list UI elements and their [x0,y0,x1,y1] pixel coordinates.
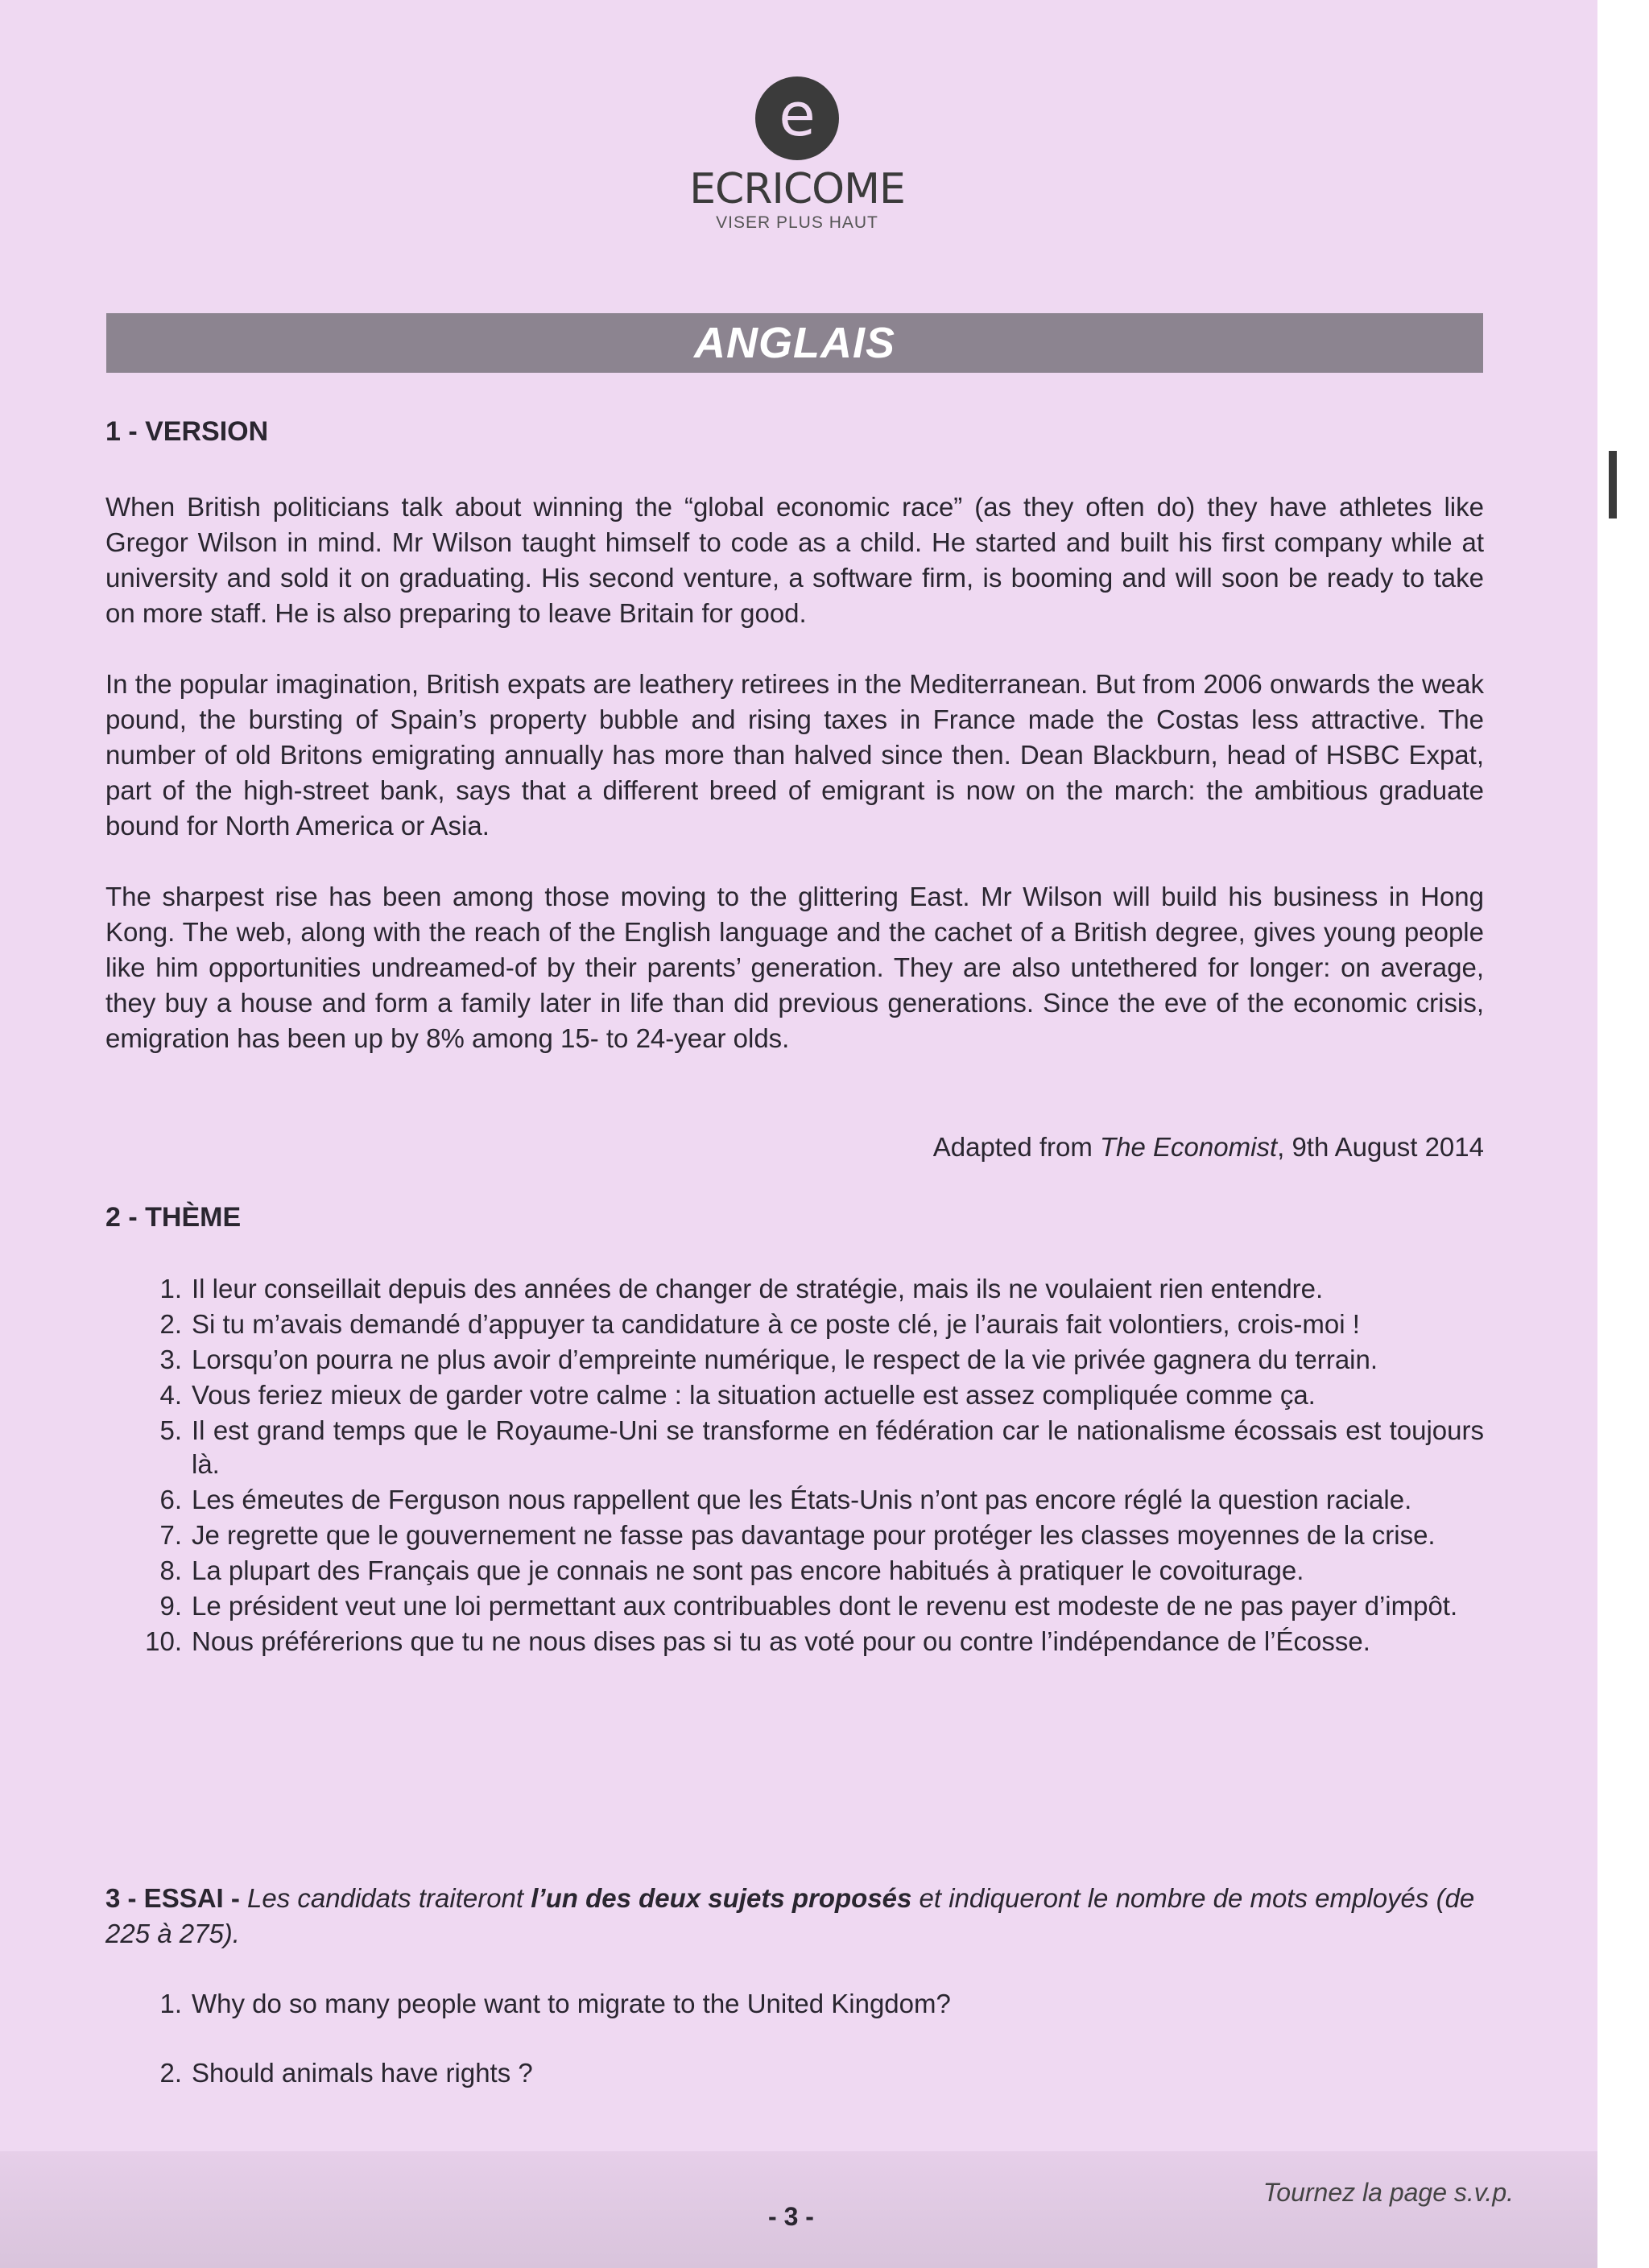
source-citation [933,1132,1484,1163]
instruction-part: et indiqueront le nombre de mots employés (de 225 à 275). [105,1883,1475,1948]
item-number: 2. [159,2058,182,2088]
item-number: 9. [159,1591,182,1621]
item-text: Les émeutes de Ferguson nous rappellent que les États-Unis n’ont pas encore réglé la question raciale. [192,1485,1412,1514]
brand-name: ECRICOME [689,165,905,213]
section-heading-essai: 3 - ESSAI - [105,1883,248,1913]
theme-item [105,1625,1484,1659]
page-number: - 3 - [768,2202,814,2231]
item-number: 1. [159,1274,182,1303]
essay-topic [105,1989,1484,2058]
theme-item [105,1589,1484,1623]
item-text: Should animals have rights ? [192,2058,533,2088]
theme-item [105,1554,1484,1588]
source-prefix: Adapted from [932,1132,1101,1162]
essay-topic [105,2058,1484,2127]
item-text: Nous préférerions que tu ne nous dises pas si tu as voté pour ou contre l’indépendance de l’Écosse. [192,1626,1370,1656]
instruction-part: Les candidats traiteront [247,1883,531,1913]
item-number: 1. [159,1989,182,2018]
subject-title: ANGLAIS [694,319,895,367]
item-text: La plupart des Français que je connais ne sont pas encore habitués à pratiquer le covoiturage. [192,1555,1304,1585]
theme-item [105,1308,1484,1341]
item-text: Il est grand temps que le Royaume-Uni se transforme en fédération car le nationalisme écossais est toujours là. [192,1415,1484,1479]
item-text: Si tu m’avais demandé d’appuyer ta candidature à ce poste clé, je l’aurais fait volontiers, crois-moi ! [192,1309,1360,1339]
item-text: Vous feriez mieux de garder votre calme : la situation actuelle est assez compliquée comme ça. [192,1380,1316,1410]
theme-item [105,1378,1484,1412]
item-number: 8. [159,1555,182,1585]
item-number: 6. [159,1485,182,1514]
binder-tab [1609,451,1617,518]
subject-banner [106,313,1483,373]
item-text: Il leur conseillait depuis des années de changer de stratégie, mais ils ne voulaient rien entendre. [192,1274,1324,1303]
logo-emblem [755,76,839,160]
theme-list [105,1272,1484,1660]
section-heading-version: 1 - VERSION [105,416,269,447]
page-edge [1597,0,1649,2268]
source-title: The Economist [1100,1132,1278,1162]
item-number: 2. [159,1309,182,1339]
essay-instructions [105,1881,1484,1952]
version-paragraph-3: The sharpest rise has been among those moving to the glittering East. Mr Wilson will build his business in Hong Kong. The web, along with the reach of the English language and the cachet of a British degree, gives young people like him opportunities undreamed-of by their parents’ generation. They are also untethered for longer: on average, they buy a house and form a family later in life than did previous generations. Since the eve of the economic crisis, emigration has been up by 8% among 15- to 24-year olds. [105,882,1484,1053]
item-text: Lorsqu’on pourra ne plus avoir d’empreinte numérique, le respect de la vie privée gagnera du terrain. [192,1345,1378,1374]
item-text: Le président veut une loi permettant aux contribuables dont le revenu est modeste de ne pas payer d’impôt. [192,1591,1458,1621]
item-number: 10. [145,1626,182,1656]
version-paragraph-2: In the popular imagination, British expats are leathery retirees in the Mediterranean. But from 2006 onwards the weak pound, the bursting of Spain’s property bubble and rising taxes in France made the Costas less attractive. The number of old Britons emigrating annually has more than halved since then. Dean Blackburn, head of HSBC Expat, part of the high-street bank, says that a different breed of emigrant is now on the march: the ambitious graduate bound for North America or Asia. [105,669,1484,841]
turn-page-note: Tournez la page s.v.p. [1263,2178,1514,2207]
version-text [105,490,1484,1056]
theme-item [105,1343,1484,1377]
section-heading-theme: 2 - THÈME [105,1202,242,1233]
theme-item [105,1414,1484,1481]
instruction-emphasis: l’un des deux sujets proposés [531,1883,912,1913]
item-number: 3. [159,1345,182,1374]
theme-item [105,1272,1484,1306]
theme-item [105,1518,1484,1552]
item-text: Je regrette que le gouvernement ne fasse pas davantage pour protéger les classes moyennes de la crise. [192,1520,1436,1550]
ecricome-logo [0,76,1594,233]
brand-tagline: VISER PLUS HAUT [716,213,878,232]
item-number: 7. [159,1520,182,1550]
essay-instruction [105,1883,1474,1948]
version-paragraph-1: When British politicians talk about winning the “global economic race” (as they often do) they have athletes like Gregor Wilson in mind. Mr Wilson taught himself to code as a child. He started and built his first company while at university and sold it on graduating. His second venture, a software firm, is booming and will soon be ready to take on more staff. He is also preparing to leave Britain for good. [105,492,1484,628]
logo-letter: e [779,81,816,150]
item-number: 5. [159,1415,182,1445]
item-text: Why do so many people want to migrate to the United Kingdom? [192,1989,951,2018]
item-number: 4. [159,1380,182,1410]
theme-item [105,1483,1484,1517]
source-suffix: , 9th August 2014 [1277,1132,1484,1162]
essay-topic-list [105,1989,1484,2127]
